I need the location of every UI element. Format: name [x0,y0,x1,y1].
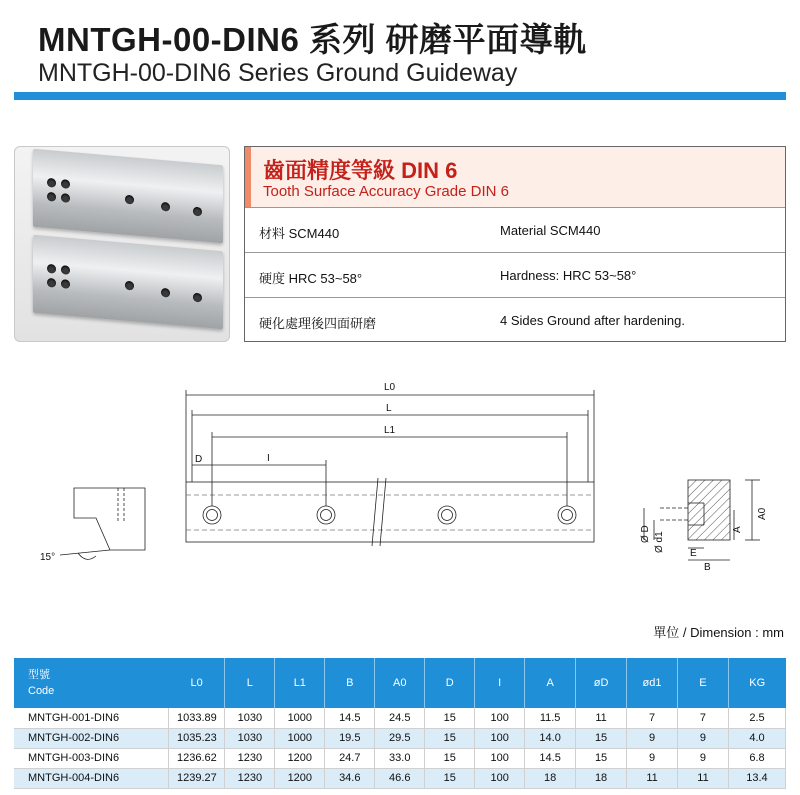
spec-box [244,146,786,342]
table-row [14,748,786,768]
bolt-hole-icon [61,279,70,289]
table-cell: 11 [678,768,729,788]
guideway-bar-top [33,149,223,244]
table-cell: 1033.89 [169,708,225,728]
table-cell: 14.5 [525,748,576,768]
table-row [14,728,786,748]
table-cell: 15 [425,728,475,748]
code-header-cn: 型號 [28,669,50,681]
cross-section [688,480,730,540]
bolt-hole-icon [161,202,170,212]
dim-angle: 15° [40,552,56,563]
dim-E: E [690,548,697,559]
table-cell: 1030 [225,708,275,728]
product-photo [14,146,230,342]
table-cell: MNTGH-004-DIN6 [14,768,169,788]
table-cell: 1030 [225,728,275,748]
dim-L1: L1 [384,425,396,436]
table-cell: 1230 [225,768,275,788]
table-cell: 1236.62 [169,748,225,768]
table-cell: 7 [627,708,678,728]
page-subtitle: MNTGH-00-DIN6 Series Ground Guideway [38,59,518,87]
table-cell: 18 [525,768,576,788]
bolt-hole-icon [203,506,221,524]
bolt-hole-icon [47,264,56,274]
table-header-row [14,658,786,708]
table-cell: 1035.23 [169,728,225,748]
bolt-hole-icon [125,281,134,291]
table-cell: 14.5 [325,708,375,728]
column-header: øD [576,658,627,708]
column-header: E [678,658,729,708]
column-header: A0 [375,658,425,708]
spec-cn: 硬化處理後四面研磨 [259,316,377,331]
table-cell: 1239.27 [169,768,225,788]
column-header: I [475,658,525,708]
table-cell: 14.0 [525,728,576,748]
unit-label: 單位 / Dimension : mm [653,625,784,640]
end-view-profile [74,488,145,550]
bolt-hole-icon [47,278,56,288]
bolt-hole-icon [317,506,335,524]
table-cell: 13.4 [728,768,785,788]
table-cell: MNTGH-002-DIN6 [14,728,169,748]
table-cell: 19.5 [325,728,375,748]
bolt-hole-icon [61,265,70,275]
table-cell: 11 [627,768,678,788]
bolt-hole-icon [47,192,56,202]
dim-OD: Ø D [640,525,651,543]
spec-en: Hardness: HRC 53~58° [500,268,637,283]
bolt-hole-icon [161,288,170,298]
bolt-hole-icon [61,193,70,203]
spec-row-hardness [245,252,785,297]
table-cell: 29.5 [375,728,425,748]
table-cell: 15 [425,748,475,768]
table-row [14,768,786,788]
column-header: L1 [275,658,325,708]
spec-en: 4 Sides Ground after hardening. [500,313,686,328]
table-cell: MNTGH-003-DIN6 [14,748,169,768]
table-cell: 2.5 [728,708,785,728]
table-cell: 9 [678,728,729,748]
spec-row-material [245,207,785,252]
spec-header [245,147,785,207]
table-cell: 1200 [275,768,325,788]
bolt-hole-icon [558,506,576,524]
table-cell: 9 [678,748,729,768]
table-cell: MNTGH-001-DIN6 [14,708,169,728]
dim-Od1: Ø d1 [654,531,665,553]
table-cell: 6.8 [728,748,785,768]
spec-table [14,658,786,789]
table-cell: 15 [425,768,475,788]
table-cell: 11 [576,708,627,728]
header-accent-bar [14,92,786,100]
column-header: L [225,658,275,708]
table-cell: 9 [627,728,678,748]
bolt-hole-icon [47,178,56,188]
table-cell: 1230 [225,748,275,768]
table-cell: 15 [576,748,627,768]
column-header: A [525,658,576,708]
table-row [14,708,786,728]
page-title: MNTGH-00-DIN6 系列 研磨平面導軌 [38,21,587,58]
table-cell: 24.5 [375,708,425,728]
column-header: ød1 [627,658,678,708]
guideway-bar-bottom [33,235,223,330]
table-cell: 100 [475,768,525,788]
spec-row-grinding [245,297,785,342]
spec-en: Material SCM440 [500,223,601,238]
bolt-hole-icon [61,179,70,189]
spec-cn: 硬度 HRC 53~58° [259,271,363,286]
table-cell: 9 [627,748,678,768]
rail-body [186,482,594,542]
dim-L: L [386,403,392,414]
code-header-en: Code [28,685,55,697]
table-cell: 7 [678,708,729,728]
table-cell: 1200 [275,748,325,768]
dim-D: D [195,454,203,465]
table-cell: 33.0 [375,748,425,768]
bolt-hole-icon [193,207,202,217]
table-cell: 15 [576,728,627,748]
table-cell: 100 [475,728,525,748]
spec-title-en: Tooth Surface Accuracy Grade DIN 6 [263,183,509,200]
dim-B: B [704,562,711,573]
table-cell: 100 [475,708,525,728]
table-cell: 100 [475,748,525,768]
column-header: D [425,658,475,708]
spec-cn: 材料 SCM440 [259,226,340,241]
table-cell: 24.7 [325,748,375,768]
table-cell: 18 [576,768,627,788]
table-cell: 4.0 [728,728,785,748]
bolt-hole-icon [438,506,456,524]
column-header: KG [728,658,785,708]
dim-A: A [732,526,743,533]
page-header [0,0,800,100]
column-header-code [14,658,169,708]
table-cell: 15 [425,708,475,728]
table-cell: 46.6 [375,768,425,788]
dim-A0: A0 [757,507,768,520]
technical-drawing [0,370,800,580]
table-cell: 1000 [275,708,325,728]
bolt-hole-icon [193,293,202,303]
bolt-hole-icon [125,195,134,205]
table-cell: 34.6 [325,768,375,788]
spec-title-cn: 齒面精度等級 DIN 6 [263,158,458,183]
column-header: L0 [169,658,225,708]
dim-L0: L0 [384,382,396,393]
column-header: B [325,658,375,708]
table-cell: 11.5 [525,708,576,728]
table-cell: 1000 [275,728,325,748]
dim-I: I [267,453,270,464]
